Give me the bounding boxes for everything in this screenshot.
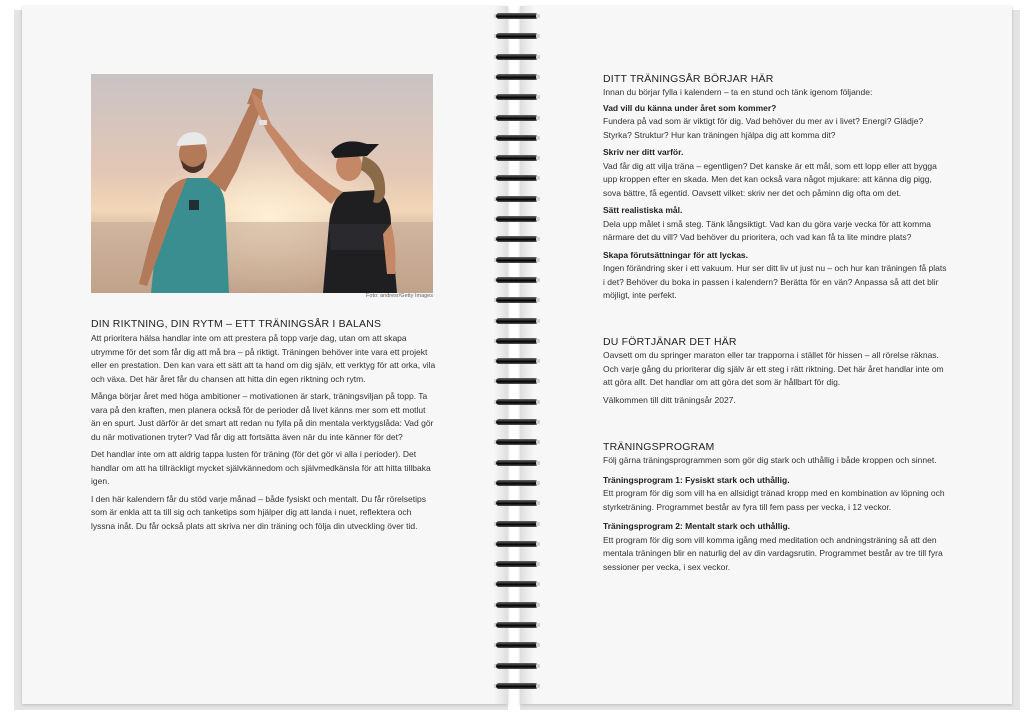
program-title: Träningsprogram 2: Mentalt stark och uthållig. (603, 521, 791, 531)
section-programs (603, 441, 948, 578)
left-paragraph: Många börjar året med höga ambitioner – motivationen är stark, träningsviljan på topp. Ta vara på den kraften, men planera också för de perioder då livet känns mer som ett motlut än en spurt. Just därför är det smart att redan nu fylla på din mentala verktygslåda: Vad gör du när motivationen tryter? Vad får dig att fortsätta även när du inte känner för det? (91, 391, 434, 442)
spiral-coil (494, 235, 540, 244)
section-deserve (603, 336, 948, 411)
spiral-coil (494, 195, 540, 204)
spiral-coil (494, 276, 540, 285)
spiral-coil (494, 53, 540, 62)
spiral-coil (494, 662, 540, 671)
spiral-coil (494, 337, 540, 346)
spiral-coil (494, 357, 540, 366)
left-paragraph: Att prioritera hälsa handlar inte om att prestera på topp varje dag, utan om att skapa utrymme för det som får dig att må bra – på riktigt. Träningen behöver inte vara ett projekt eller en prestation. Den kan vara ett sätt att ta hand om dig själv, ett verktyg för att orka, vila och växa. Det här året får du chansen att hitta din egen riktning och rytm. (91, 333, 436, 384)
spiral-coil (494, 520, 540, 529)
spiral-coil (494, 499, 540, 508)
spiral-binding (494, 12, 542, 702)
spiral-coil (494, 12, 540, 21)
program-title: Träningsprogram 1: Fysiskt stark och uthållig. (603, 474, 790, 485)
spiral-coil (494, 540, 540, 549)
high-five-photo (91, 74, 433, 293)
spiral-coil (494, 73, 540, 82)
left-heading: DIN RIKTNING, DIN RYTM – ETT TRÄNINGSÅR I BALANS (91, 318, 382, 330)
question-title: Vad vill du känna under året som kommer? (603, 102, 777, 113)
spiral-coil (494, 296, 540, 305)
question-text: Fundera på vad som är viktigt för dig. Vad behöver du mer av i livet? Energi? Glädje? Styrka? Struktur? Hur kan träningen hjälpa dig att komma dit? (603, 116, 924, 140)
program-text: Ett program för dig som vill komma igång med meditation och andningsträning så att den mentala träningen blir en naturlig del av din vardagsrutin. Programmet består av tre till fyra sessioner per vecka, i sex veckor. (603, 534, 943, 572)
left-paragraph: I den här kalendern får du stöd varje månad – både fysiskt och mentalt. Du får rörelsetips som är enkla att ta till sig och tanketips som hjälper dig att landa i nuet, reflektera och lyssna inåt. Du får också plats att skriva ner din träning och följa din utveckling över tid. (91, 493, 426, 531)
spiral-coil (494, 438, 540, 447)
spiral-coil (494, 621, 540, 630)
question-text: Vad får dig att vilja träna – egentligen? Det kanske är ett mål, som ett lopp eller att bygga upp kroppen efter en skada. Men det kan också vara något mjukare: att känna dig pigg, sova bättre, få egentid. Oavsett vilket: skriv ner det och påminn dig ofta om det. (603, 160, 937, 198)
spiral-coil (494, 317, 540, 326)
photo-credit: Foto: andresr/Getty Images (366, 293, 433, 299)
section-deserve-paragraph: Välkommen till ditt träningsår 2027. (603, 394, 736, 405)
question-title: Sätt realistiska mål. (603, 205, 683, 215)
spiral-coil (494, 682, 540, 691)
spiral-coil (494, 418, 540, 427)
spiral-coil (494, 479, 540, 488)
spiral-coil (494, 641, 540, 650)
section-start-intro: Innan du börjar fylla i kalendern – ta en stund och tänk igenom följande: (603, 87, 873, 97)
section-programs-heading: TRÄNINGSPROGRAM (603, 441, 715, 453)
spiral-coil (494, 93, 540, 102)
spiral-coil (494, 256, 540, 265)
question-text: Ingen förändring sker i ett vakuum. Hur ser ditt liv ut just nu – och hur kan träningen få plats i det? Behöver du boka in passen i kalendern? Berätta för en vän? Anpassa så att det blir möjligt, inte perfekt. (603, 263, 947, 300)
left-paragraph: Det handlar inte om att aldrig tappa lusten för träning (för det gör vi alla i perioder). Det handlar om att ha tillräckligt mycket självkännedom och självmedkänsla för att hitta tillbaka igen. (91, 449, 431, 486)
section-start-heading: DITT TRÄNINGSÅR BÖRJAR HÄR (603, 73, 774, 85)
spiral-coil (494, 377, 540, 386)
spiral-coil (494, 174, 540, 183)
section-deserve-paragraph: Oavsett om du springer maraton eller tar trapporna i stället för hissen – all rörelse räknas. Och varje gång du prioriterar dig själv är ett steg i rätt riktning. Det här året handlar inte om att göra allt. Det handlar om att göra det som är hållbart för dig. (603, 350, 944, 387)
spiral-coil (494, 154, 540, 163)
spiral-coil (494, 601, 540, 610)
section-programs-intro: Följ gärna träningsprogrammen som gör dig stark och uthållig i både kroppen och sinnet. (603, 455, 937, 465)
spiral-coil (494, 215, 540, 224)
spiral-coil (494, 134, 540, 143)
question-text: Dela upp målet i små steg. Tänk långsiktigt. Vad kan du göra varje vecka för att komma närmare det du vill? Vad behöver du prioritera, och vad kan få ta lite mindre plats? (603, 218, 932, 242)
spiral-coil (494, 459, 540, 468)
spiral-coil (494, 398, 540, 407)
question-title: Skapa förutsättningar för att lyckas. (603, 249, 749, 260)
section-deserve-heading: DU FÖRTJÄNAR DET HÄR (603, 336, 737, 348)
program-text: Ett program för dig som vill ha en allsidigt tränad kropp med en kombination av löpning och styrketräning. Programmet består av fyra till fem pass per vecka, i 12 veckor. (603, 488, 945, 512)
spiral-coil (494, 560, 540, 569)
spiral-coil (494, 114, 540, 123)
question-title: Skriv ner ditt varför. (603, 147, 684, 157)
section-start (603, 73, 948, 307)
left-column (91, 318, 436, 537)
spiral-coil (494, 32, 540, 41)
spiral-coil (494, 580, 540, 589)
